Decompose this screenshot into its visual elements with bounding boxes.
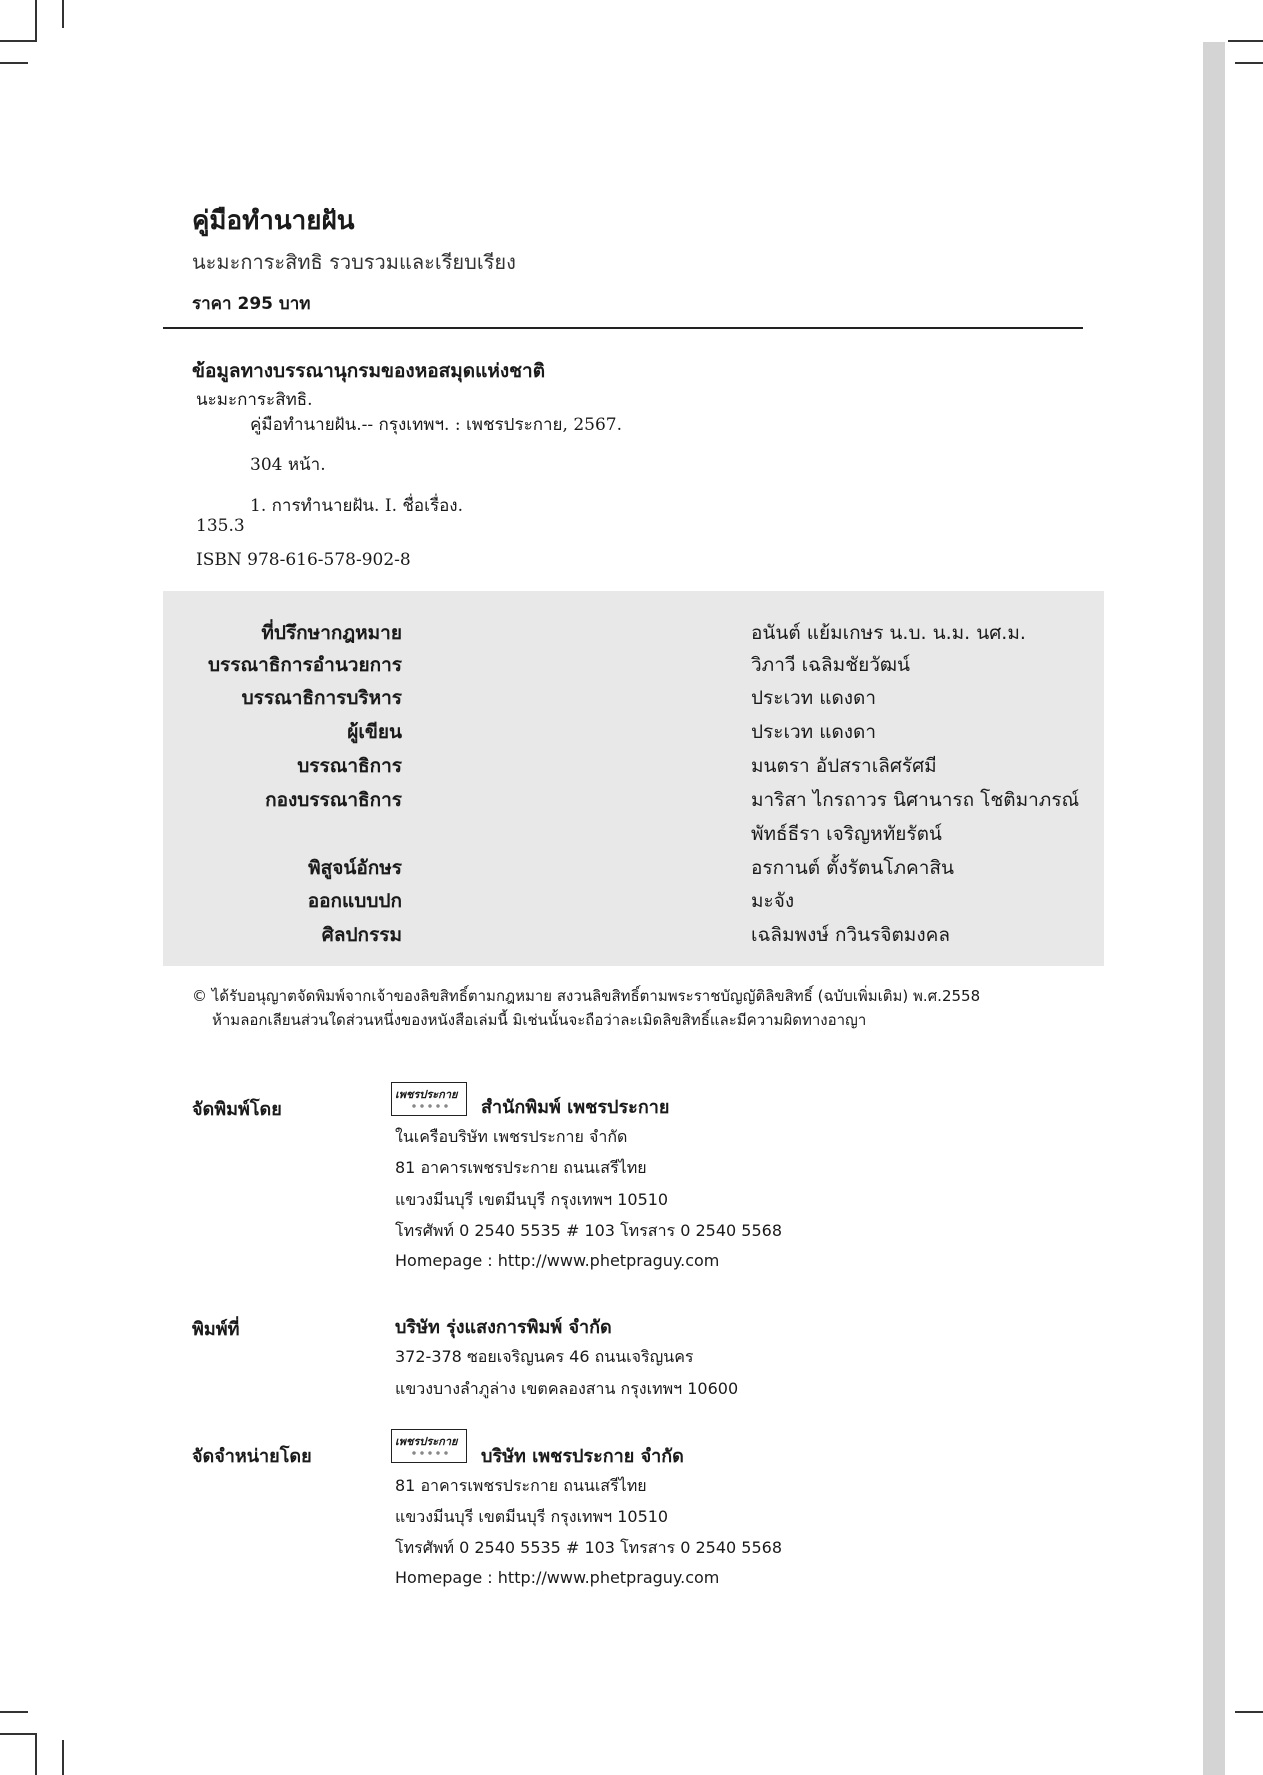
credit-role: พิสูจน์อักษร: [308, 857, 402, 879]
publisher-address-line: แขวงมีนบุรี เขตมีนบุรี กรุงเทพฯ 10510: [395, 1190, 669, 1209]
publisher-address-line: ในเครือบริษัท เพชรประกาย จำกัด: [395, 1127, 628, 1146]
sparkle-icon: [410, 1448, 450, 1458]
crop-mark: [35, 1733, 37, 1775]
distributor-address-line: 81 อาคารเพชรประกาย ถนนเสรีไทย: [395, 1476, 647, 1495]
cip-subjects: 1. การทำนายฝัน. I. ชื่อเรื่อง.: [250, 496, 463, 516]
cip-heading: ข้อมูลทางบรรณานุกรมของหอสมุดแห่งชาติ: [192, 360, 546, 382]
crop-mark: [0, 1711, 28, 1713]
crop-mark: [1228, 40, 1263, 42]
printer-label: พิมพ์ที่: [192, 1319, 240, 1340]
printer-address-line: 372-378 ซอยเจริญนคร 46 ถนนเจริญนคร: [395, 1347, 694, 1366]
credit-role: บรรณาธิการบริหาร: [241, 687, 402, 709]
distributor-logo: [391, 1429, 467, 1463]
publisher-name: สำนักพิมพ์ เพชรประกาย: [481, 1097, 670, 1118]
credit-name: มะจัง: [751, 890, 795, 912]
distributor-name: บริษัท เพชรประกาย จำกัด: [481, 1446, 684, 1467]
publisher-logo-text: เพชรประกาย: [395, 1088, 458, 1101]
crop-mark: [35, 0, 37, 42]
cip-isbn: ISBN 978-616-578-902-8: [196, 550, 411, 570]
sparkle-icon: [410, 1101, 450, 1111]
credit-role: กองบรรณาธิการ: [265, 789, 402, 811]
credit-name: ประเวท แดงดา: [751, 721, 877, 743]
publisher-label: จัดพิมพ์โดย: [192, 1099, 282, 1120]
publisher-address-line: 81 อาคารเพชรประกาย ถนนเสรีไทย: [395, 1158, 647, 1177]
credit-role: ผู้เขียน: [347, 721, 402, 743]
credit-name: วิภาวี เฉลิมชัยวัฒน์: [751, 654, 911, 676]
cip-class-number: 135.3: [196, 516, 245, 536]
distributor-address-line: แขวงมีนบุรี เขตมีนบุรี กรุงเทพฯ 10510: [395, 1507, 669, 1526]
credit-name: มาริสา ไกรถาวร นิศานารถ โชติมาภรณ์: [751, 789, 1080, 811]
distributor-phone: โทรศัพท์ 0 2540 5535 # 103 โทรสาร 0 2540 5568: [395, 1538, 783, 1557]
credit-role: บรรณาธิการอำนวยการ: [208, 654, 402, 676]
crop-mark: [1235, 62, 1263, 64]
credit-role: ศิลปกรรม: [321, 924, 402, 946]
credits-panel: [163, 591, 1104, 966]
credit-role: ที่ปรึกษากฎหมาย: [261, 622, 402, 644]
copyright-line: © ได้รับอนุญาตจัดพิมพ์จากเจ้าของลิขสิทธิ์ตามกฎหมาย สงวนลิขสิทธิ์ตามพระราชบัญญัติลิขสิทธิ์ (ฉบับเพิ่มเติม) พ.ศ.2558: [192, 987, 981, 1005]
book-price: ราคา 295 บาท: [192, 294, 311, 314]
publisher-phone: โทรศัพท์ 0 2540 5535 # 103 โทรสาร 0 2540 5568: [395, 1221, 783, 1240]
credit-name: อนันต์ แย้มเกษร น.บ. น.ม. นศ.ม.: [751, 622, 1026, 644]
credit-name: มนตรา อัปสราเลิศรัศมี: [751, 755, 937, 777]
publisher-logo: [391, 1082, 467, 1116]
credit-role: ออกแบบปก: [307, 890, 402, 912]
cip-author: นะมะการะสิทธิ.: [196, 390, 313, 410]
publisher-homepage: Homepage : http://www.phetpraguy.com: [395, 1251, 720, 1270]
divider-rule: [163, 327, 1083, 329]
crop-mark: [1235, 1711, 1263, 1713]
credit-name: เฉลิมพงษ์ กวินรจิตมงคล: [751, 924, 950, 946]
cip-pages: 304 หน้า.: [250, 455, 326, 475]
distributor-homepage: Homepage : http://www.phetpraguy.com: [395, 1568, 720, 1587]
credit-name: อรกานต์ ตั้งรัตนโภคาสิน: [751, 857, 954, 879]
book-title: คู่มือทำนายฝัน: [192, 206, 355, 236]
credit-name: ประเวท แดงดา: [751, 687, 877, 709]
crop-mark: [0, 40, 35, 42]
book-byline: นะมะการะสิทธิ รวบรวมและเรียบเรียง: [192, 250, 516, 274]
crop-mark: [0, 62, 28, 64]
crop-mark: [62, 0, 64, 28]
cip-title-line: คู่มือทำนายฝัน.-- กรุงเทพฯ. : เพชรประกาย, 2567.: [250, 415, 622, 435]
crop-mark: [62, 1740, 64, 1775]
copyright-line: ห้ามลอกเลียนส่วนใดส่วนหนึ่งของหนังสือเล่มนี้ มิเช่นนั้นจะถือว่าละเมิดลิขสิทธิ์และมีความผิดทางอาญา: [212, 1011, 867, 1029]
distributor-logo-text: เพชรประกาย: [395, 1435, 458, 1448]
printer-address-line: แขวงบางลำภูล่าง เขตคลองสาน กรุงเทพฯ 10600: [395, 1379, 739, 1398]
credit-role: บรรณาธิการ: [297, 755, 402, 777]
printer-name: บริษัท รุ่งแสงการพิมพ์ จำกัด: [395, 1317, 612, 1338]
credit-name: พัทธ์ธีรา เจริญหทัยรัตน์: [751, 823, 942, 845]
page-gutter-strip: [1203, 42, 1225, 1775]
distributor-label: จัดจำหน่ายโดย: [192, 1446, 312, 1467]
crop-mark: [0, 1733, 35, 1735]
